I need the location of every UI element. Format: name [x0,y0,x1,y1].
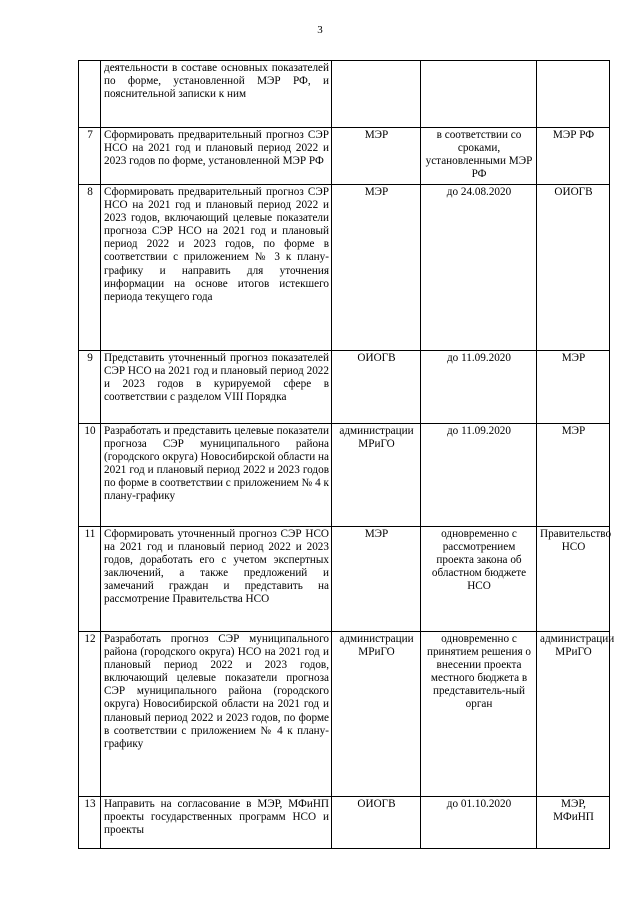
row-responsible: ОИОГВ [332,797,421,849]
page-number: 3 [317,24,323,36]
table-row [79,527,610,632]
table-row [79,128,610,185]
row-responsible [332,61,421,128]
row-number: 10 [79,424,101,527]
row-term: одновременно с рассмотрением проекта закона об областном бюджете НСО [421,527,537,632]
row-number: 11 [79,527,101,632]
table-row [79,797,610,849]
row-action: Сформировать уточненный прогноз СЭР НСО на 2021 год и плановый период 2022 и 2023 годов, доработать его с учетом экспертных заключений, а также предложений и замечаний граждан и представить на рассмотрение Правительства НСО [101,527,332,632]
row-responsible: администрации МРиГО [332,424,421,527]
row-recipient: МЭР [537,351,610,424]
row-responsible: администрации МРиГО [332,632,421,797]
plan-schedule-table [78,60,615,849]
row-term [421,61,537,128]
row-action: Сформировать предварительный прогноз СЭР НСО на 2021 год и плановый период 2022 и 2023 годов, включающий целевые показатели прогноза СЭР НСО на 2021 год и плановый период 2022 и 2023 годов, по форме в соответствии с приложением № 3 к плану-графику и направить для уточнения информации на основе итогов истекшего периода текущего года [101,185,332,351]
row-number: 13 [79,797,101,849]
row-action: Сформировать предварительный прогноз СЭР НСО на 2021 год и плановый период 2022 и 2023 годов по форме, установленной МЭР РФ [101,128,332,185]
row-term: до 11.09.2020 [421,424,537,527]
row-term: одновременно с принятием решения о внесении проекта местного бюджета в представитель-ный орган [421,632,537,797]
row-recipient: МЭР, МФиНП [537,797,610,849]
row-action: Разработать прогноз СЭР муниципального района (городского округа) НСО на 2021 год и плановый период 2022 и 2023 годов, включающий целевые показатели прогноза СЭР муниципального района (городского округа) Новосибирской области на 2021 год и плановый период 2022 и 2023 годов, по форме в соответствии с приложением № 4 к плану-графику [101,632,332,797]
row-term: до 11.09.2020 [421,351,537,424]
row-responsible: МЭР [332,128,421,185]
row-number: 8 [79,185,101,351]
row-recipient: администрации МРиГО [537,632,610,797]
row-recipient: МЭР [537,424,610,527]
row-number: 12 [79,632,101,797]
row-number: 7 [79,128,101,185]
row-action: Направить на согласование в МЭР, МФиНП проекты государственных программ НСО и проекты [101,797,332,849]
row-recipient: МЭР РФ [537,128,610,185]
row-responsible: МЭР [332,185,421,351]
row-number [79,61,101,128]
row-term: до 24.08.2020 [421,185,537,351]
row-responsible: ОИОГВ [332,351,421,424]
row-recipient [537,61,610,128]
row-number: 9 [79,351,101,424]
table-row [79,185,610,351]
table-row [79,632,610,797]
row-term: в соответствии со сроками, установленными МЭР РФ [421,128,537,185]
table-row [79,424,610,527]
row-action: деятельности в составе основных показателей по форме, установленной МЭР РФ, и пояснительной записки к ним [101,61,332,128]
row-action: Представить уточненный прогноз показателей СЭР НСО на 2021 год и плановый период 2022 и 2023 годов в курируемой сфере в соответствии с разделом VIII Порядка [101,351,332,424]
row-term: до 01.10.2020 [421,797,537,849]
row-recipient: Правительство НСО [537,527,610,632]
row-responsible: МЭР [332,527,421,632]
table-row [79,351,610,424]
table-row [79,61,610,128]
row-recipient: ОИОГВ [537,185,610,351]
row-action: Разработать и представить целевые показатели прогноза СЭР муниципального района (городского округа) Новосибирской области на 2021 год и плановый период 2022 и 2023 годов по форме в соответствии с приложением № 4 к плану-графику [101,424,332,527]
